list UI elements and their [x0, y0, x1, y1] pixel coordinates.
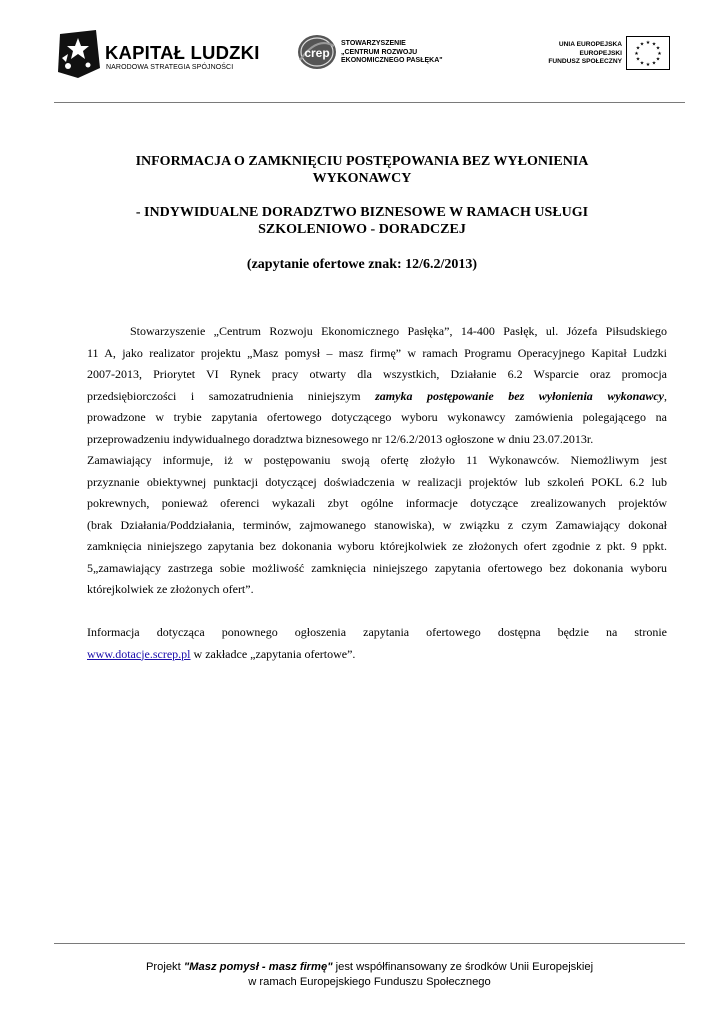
- body-line-part: w zakładce „zapytania ofertowe”.: [190, 646, 356, 661]
- eu-line-1: UNIA EUROPEJSKA: [558, 41, 622, 48]
- eu-flag-icon: [626, 36, 670, 70]
- footer-line-2: w ramach Europejskiego Funduszu Społecznego: [248, 975, 491, 988]
- body-line: [87, 386, 667, 408]
- footer-divider: [54, 943, 685, 944]
- svg-text:★: ★: [657, 51, 662, 57]
- eu-line-3: FUNDUSZ SPOŁECZNY: [548, 58, 622, 66]
- header-divider: [54, 102, 685, 103]
- body-text: [87, 321, 667, 665]
- page-header: [0, 0, 724, 104]
- body-line: Stowarzyszenie „Centrum Rozwoju Ekonomicznego Pasłęka”, 14-400 Pasłęk, ul. Józefa Piłsudskiego: [130, 324, 667, 338]
- crep-line-1: STOWARZYSZENIE: [341, 40, 406, 47]
- title-line-1: INFORMACJA O ZAMKNIĘCIU POSTĘPOWANIA BEZ WYŁONIENIA: [135, 154, 589, 169]
- svg-text:★: ★: [645, 62, 651, 68]
- svg-text:★: ★: [639, 41, 645, 48]
- kapital-ludzki-title: KAPITAŁ LUDZKI: [105, 42, 260, 63]
- eu-logo: [520, 36, 670, 76]
- subtitle-line-1: - INDYWIDUALNE DORADZTWO BIZNESOWE W RAMACH USŁUGI: [135, 205, 589, 220]
- body-line: 5„zamawiający zastrzega sobie możliwość zamknięcia niniejszego zapytania ofertowego bez dokonania wyboru: [87, 560, 667, 575]
- crep-logo: [296, 32, 466, 72]
- title-line-2: WYKONAWCY: [312, 171, 412, 186]
- body-line: (brak Działania/Poddziałania, terminów, zajmowanego stanowiska), w związku z czym Zamawiający dokonał: [87, 517, 667, 532]
- svg-text:★: ★: [634, 51, 639, 57]
- eu-text: [548, 41, 622, 67]
- svg-text:★: ★: [655, 56, 661, 63]
- svg-text:★: ★: [635, 45, 641, 52]
- body-line-part: ,: [664, 388, 668, 403]
- crep-line-3: EKONOMICZNEGO PASŁĘKA": [341, 57, 443, 64]
- body-line: Zamawiający informuje, iż w postępowaniu swoją ofertę złożyło 11 Wykonawców. Niemożliwym jest: [87, 453, 667, 467]
- kapital-ludzki-emblem-icon: [56, 28, 102, 80]
- page-footer: [54, 960, 685, 989]
- svg-text:★: ★: [635, 56, 641, 63]
- body-line-part: przedsiębiorczości i samozatrudnienia niniejszym: [87, 388, 361, 403]
- body-line: 2007-2013, Priorytet VI Rynek pracy otwarty dla wszystkich, Działanie 6.2 Wsparcie oraz promocja: [87, 367, 667, 381]
- svg-text:★: ★: [651, 41, 657, 48]
- body-line: zamknięcia niniejszego zapytania bez dokonania wyboru którejkolwiek ze złożonych ofert zgodnie z pkt. 9 ppkt.: [87, 539, 667, 553]
- body-line: 11 A, jako realizator projektu „Masz pomysł – masz firmę” w ramach Programu Operacyjnego Kapitał Ludzki: [87, 345, 667, 360]
- body-line: przeprowadzeniu indywidualnego doradztwa biznesowego nr 12/6.2/2013 ogłoszone w dniu 23.07.2013r.: [87, 431, 594, 446]
- spacer: [87, 601, 667, 623]
- crep-emblem-icon: [296, 32, 338, 72]
- footer-text: jest współfinansowany ze środków Unii Europejskiej: [332, 961, 594, 973]
- website-link[interactable]: www.dotacje.screp.pl: [87, 646, 191, 661]
- crep-mark-text: crep: [304, 46, 330, 60]
- svg-text:★: ★: [639, 60, 645, 67]
- subtitle-line-2: SZKOLENIOWO - DORADCZEJ: [258, 222, 466, 237]
- closing-statement: zamyka postępowanie bez wyłonienia wykonawcy: [375, 388, 665, 403]
- body-line: Informacja dotycząca ponownego ogłoszenia zapytania ofertowego dostępna będzie na stronie: [87, 625, 667, 639]
- footer-text: Projekt: [145, 961, 184, 973]
- svg-text:★: ★: [655, 45, 661, 52]
- kapital-ludzki-subtitle: NARODOWA STRATEGIA SPÓJNOŚCI: [106, 64, 234, 71]
- crep-text: [341, 40, 443, 66]
- footer-line-1: [54, 960, 685, 975]
- crep-line-2: „CENTRUM ROZWOJU: [341, 48, 418, 56]
- body-line: przyznanie obiektywnej punktacji dotyczącej doświadczenia w realizacji projektów lub szkoleń POKL 6.2 lub: [87, 474, 667, 489]
- svg-text:★: ★: [651, 60, 657, 67]
- body-line: którejkolwiek ze złożonych ofert”.: [87, 582, 254, 596]
- svg-text:★: ★: [645, 40, 651, 46]
- kapital-ludzki-logo: [56, 28, 260, 80]
- reference-number: (zapytanie ofertowe znak: 12/6.2/2013): [246, 257, 478, 272]
- project-name: "Masz pomysł - masz firmę": [183, 961, 333, 973]
- body-line: prowadzone w trybie zapytania ofertowego dotyczącego wyboru wykonawcy zamówienia polegającego na: [87, 410, 667, 424]
- body-line: [87, 644, 667, 666]
- body-line: pokrewnych, ponieważ oferenci wykazali zbyt ogólne informacje dotyczące zrealizowanych projektów: [87, 496, 667, 510]
- eu-line-2: EUROPEJSKI: [579, 49, 622, 57]
